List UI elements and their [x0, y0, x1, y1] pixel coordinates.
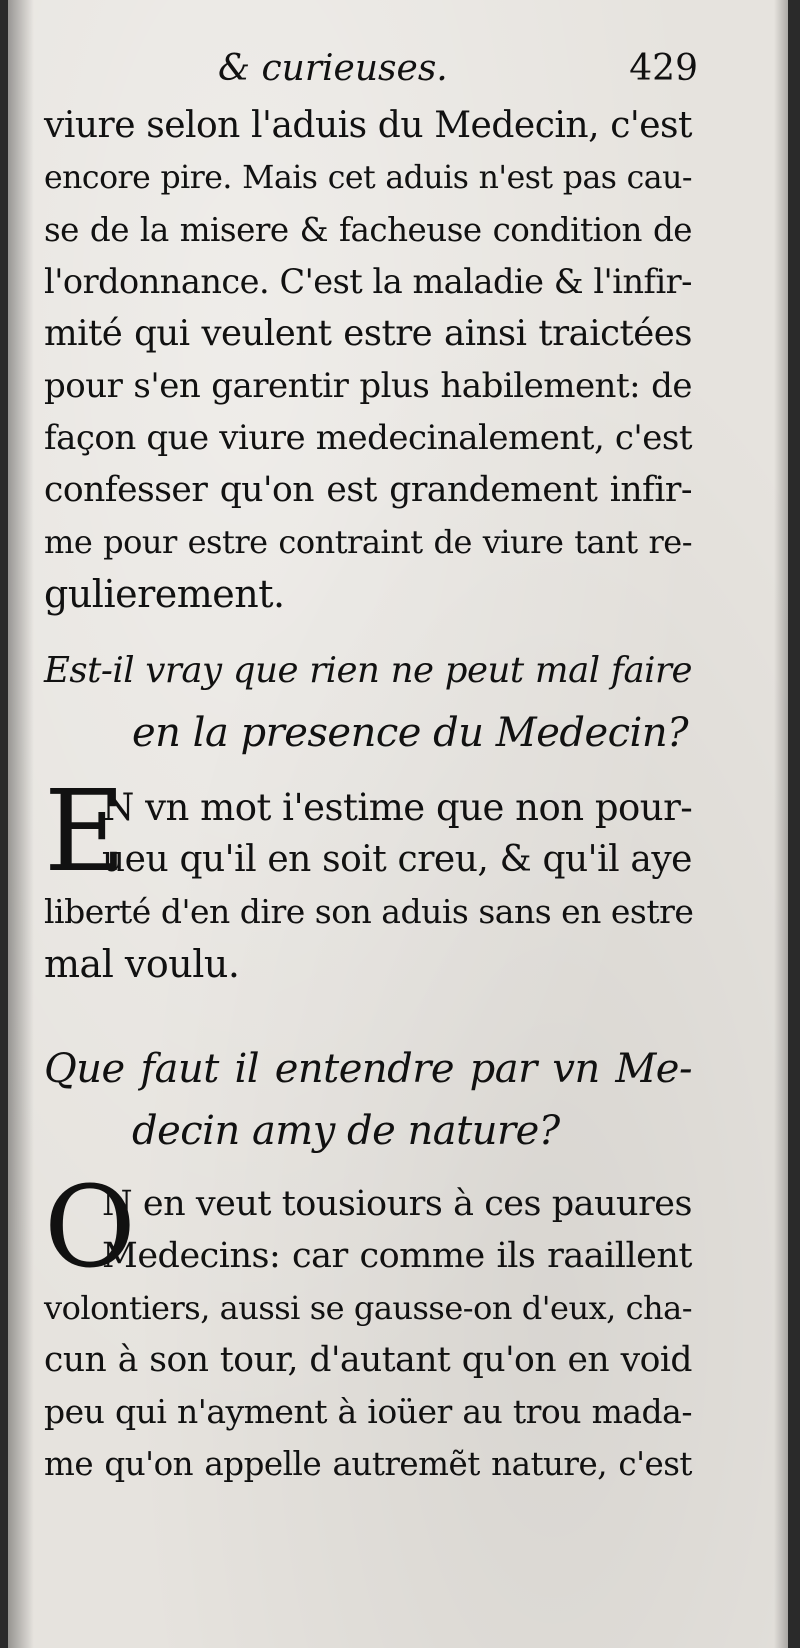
- text-line: N en veut tousiours à ces pauures: [102, 1184, 692, 1224]
- question-line: Est-il vray que rien ne peut mal faire: [44, 650, 692, 691]
- text-line: cun à son tour, d'autant qu'on en void: [44, 1340, 692, 1380]
- text-line: mal voulu.: [44, 942, 240, 986]
- page-number: 429: [629, 48, 698, 89]
- question-line: Que faut il entendre par vn Me-: [44, 1046, 692, 1092]
- drop-cap: O: [44, 1163, 136, 1293]
- running-head: & curieuses.: [218, 48, 448, 89]
- question-heading: [44, 1038, 692, 1162]
- drop-cap: E: [44, 767, 126, 897]
- answer-paragraph: [44, 767, 694, 990]
- text-line: façon que viure medecinalement, c'est: [44, 418, 692, 458]
- text-line: ueu qu'il en soit creu, & qu'il aye: [102, 839, 692, 880]
- text-line: confesser qu'on est grandement infir-: [44, 470, 692, 510]
- text-line: se de la misere & facheuse condition de: [44, 211, 692, 249]
- question-line: decin amy de nature?: [132, 1108, 560, 1154]
- text-line: Medecins: car comme ils raaillent: [102, 1236, 692, 1276]
- text-line: l'ordonnance. C'est la maladie & l'infir-: [44, 262, 692, 301]
- text-line: gulierement.: [44, 572, 285, 616]
- text-line: pour s'en garentir plus habilement: de: [44, 366, 692, 406]
- page-edge-shadow: [774, 0, 788, 1648]
- text-line: peu qui n'ayment à ioüer au trou mada-: [44, 1392, 692, 1431]
- text-line: encore pire. Mais cet aduis n'est pas cau-: [44, 160, 692, 196]
- text-line: me qu'on appelle autremẽt nature, c'est: [44, 1445, 692, 1483]
- book-page: [8, 0, 788, 1648]
- text-line: viure selon l'aduis du Medecin, c'est: [44, 105, 692, 146]
- text-line: mité qui veulent estre ainsi traictées: [44, 313, 692, 354]
- question-heading: [44, 640, 692, 764]
- paragraph-continuation: [44, 100, 692, 620]
- question-line: en la presence du Medecin?: [132, 710, 689, 756]
- answer-paragraph: [44, 1163, 692, 1490]
- text-line: volontiers, aussi se gausse-on d'eux, cha-: [44, 1289, 692, 1327]
- text-line: me pour estre contraint de viure tant re-: [44, 523, 692, 561]
- gutter-shadow: [8, 0, 34, 1648]
- text-line: liberté d'en dire son aduis sans en estre: [44, 892, 694, 931]
- page-header: [218, 48, 698, 98]
- text-line: N vn mot i'estime que non pour-: [102, 786, 693, 829]
